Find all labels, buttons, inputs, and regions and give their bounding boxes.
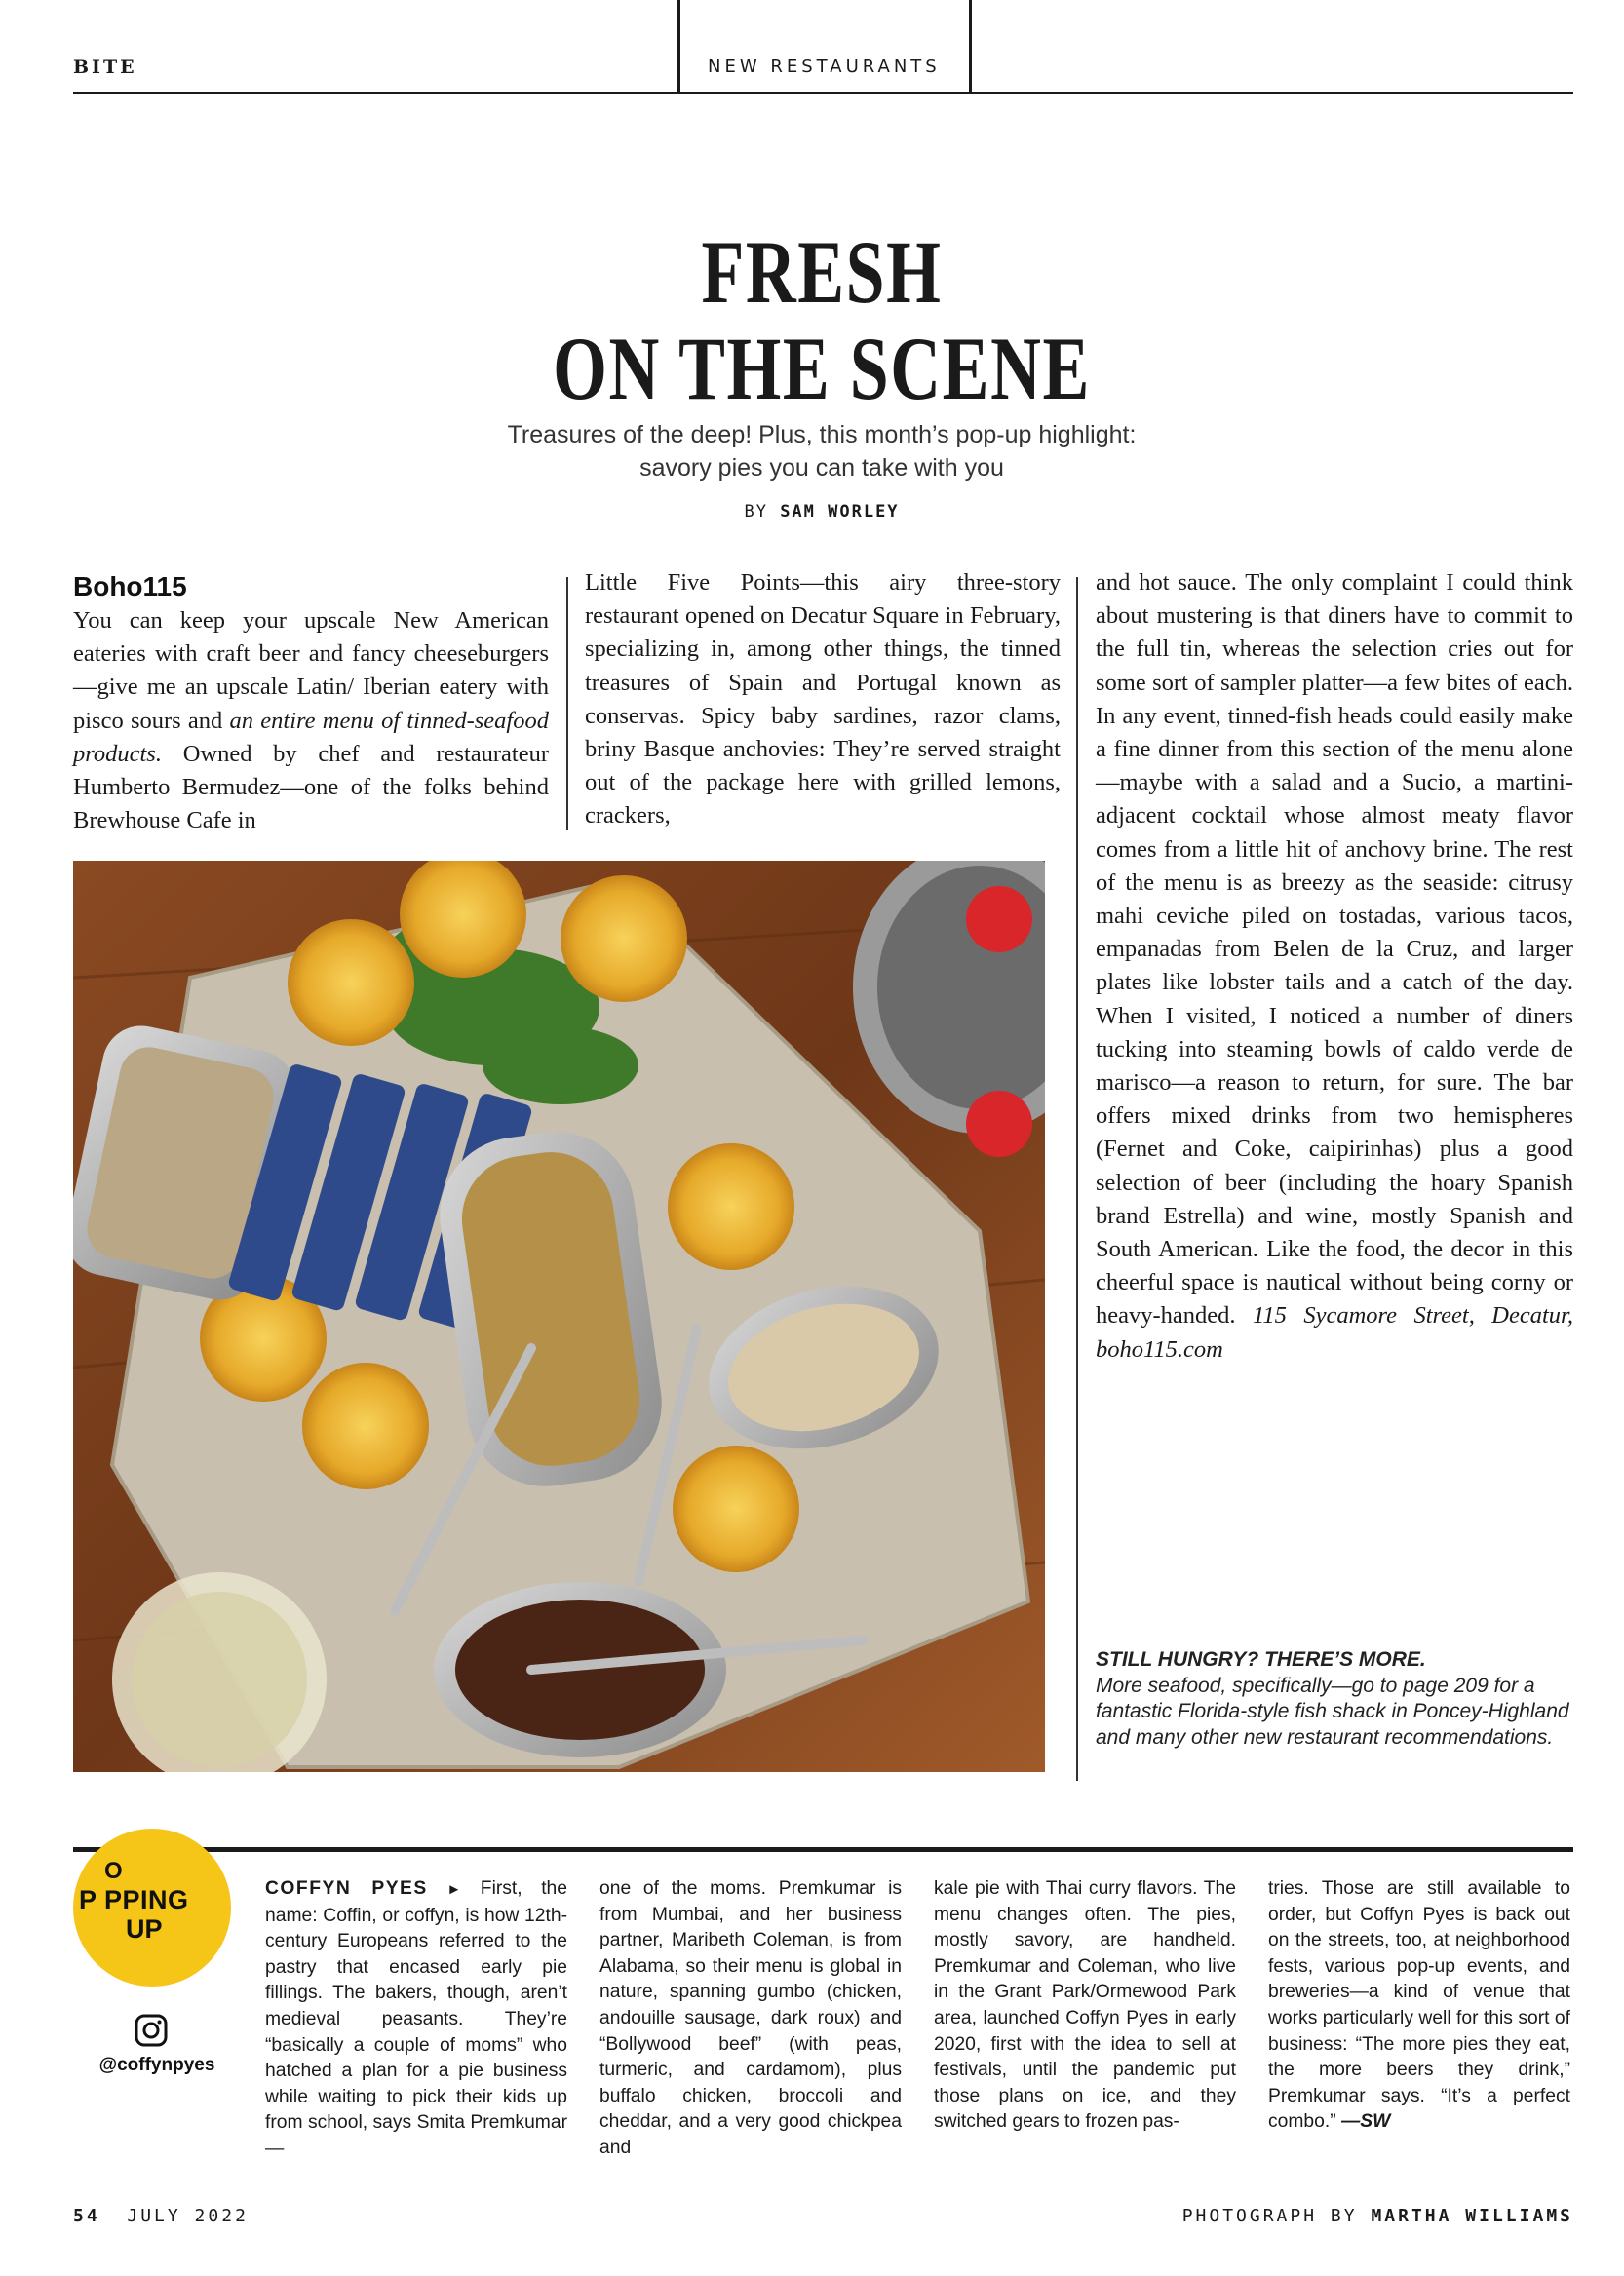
instagram-handle[interactable]: @coffynpyes: [98, 2055, 215, 2075]
headline-line-2: ON THE SCENE: [553, 319, 1091, 419]
badge-line-2: UP: [126, 1914, 163, 1944]
paragraph: [1096, 566, 1573, 1367]
text-run: tries. Those are still available to order, but Coffyn Pyes is back out on the streets, too, at neighborhood fests, various pop-up events, and breweries—a kind of venue that works particularly well for this sort of business: “The more pies they eat, the more beers they drink,” Premkumar says. “It’s a perfect combo.”: [1268, 1878, 1570, 2133]
folio: [73, 2206, 249, 2226]
photographer-name: MARTHA WILLIAMS: [1371, 2206, 1573, 2226]
popping-up-column-4: [1268, 1876, 1570, 2136]
page-number: 54: [73, 2206, 100, 2226]
dek-line-2: savory pies you can take with you: [639, 453, 1004, 482]
byline: [666, 502, 978, 521]
paragraph: [73, 604, 549, 837]
column-divider: [566, 577, 568, 830]
food-photo-illustration: [73, 861, 1045, 1772]
sidebar-note-body: More seafood, specifically—go to page 209 for a fantastic Florida-style fish shack in Poncey-Highland and many other new restaurant recommendations.: [1096, 1674, 1569, 1749]
header-rule: [73, 92, 1573, 94]
article-column-3: [1096, 566, 1573, 1367]
section-label: BITE: [73, 57, 137, 78]
sidebar-note: [1096, 1647, 1573, 1751]
badge-line-1: P PPING: [79, 1885, 189, 1914]
text-run: and hot sauce. The only complaint I could think about mustering is that diners have to commit to the full tin, whereas the selection cries out for some sort of sampler platter—a few bites of each. In any event, tinned-fish heads could easily make a fine dinner from this section of the menu alone—maybe with a salad and a Sucio, a martini-adjacent cocktail whose almost meaty flavor comes from a little hit of anchovy brine. The rest of the menu is as breezy as the seaside: citrusy mahi ceviche piled on tostadas, various tacos, empanadas from Belen de la Cruz, and larger plates like lobster tails and a catch of the day. When I visited, I noticed a number of diners tucking into steaming bowls of caldo verde de marisco—a reason to return, for sure. The bar offers mixed drinks from two hemispheres (Fernet and Coke, caipirinhas) plus a good selection of beer (including the hoary Spanish brand Estrella) and wine, mostly Spanish and South American. Like the food, the decor in this cheerful space is nautical without being corny or heavy-handed.: [1096, 569, 1573, 1330]
dek: [373, 419, 1270, 485]
text-run: You can keep your upscale New American eateries with craft beer and fancy cheeseburgers—give me an upscale Latin/ Iberian eatery with pisco sours and: [73, 607, 549, 734]
instagram-icon: [135, 2014, 168, 2047]
column-divider: [1076, 577, 1078, 1781]
sidebar-note-heading: STILL HUNGRY? THERE’S MORE.: [1096, 1648, 1426, 1671]
section-heading: Boho115: [73, 571, 187, 601]
popping-up-column-1: [265, 1876, 567, 2163]
text-run: Owned by chef and restaurateur Humberto Bermudez—one of the folks behind Brewhouse Cafe in: [73, 740, 549, 834]
issue-date: JULY 2022: [127, 2206, 249, 2226]
category-label: NEW RESTAURANTS: [708, 57, 941, 77]
header-divider-right: [969, 0, 972, 93]
byline-prefix: BY: [744, 502, 768, 521]
arrow-icon: ►: [446, 1881, 462, 1898]
author-initials: —SW: [1341, 2111, 1391, 2133]
address: 115 Sycamore Street, Decatur, boho115.com: [1096, 1302, 1573, 1363]
popping-up-column-3: kale pie with Thai curry flavors. The menu changes often. The pies, mostly savory, are handheld. Premkumar and Coleman, who live in the Grant Park/Ormewood Park area, launched Coffyn Pyes in early 2020, first with the idea to sell at festivals, until the pandemic put those plans on ice, and they switched gears to frozen pas-: [934, 1878, 1236, 2133]
headline-line-1: FRESH: [701, 222, 943, 322]
photo-credit: [1182, 2206, 1573, 2226]
article-column-1: [73, 569, 549, 837]
food-photo: [73, 861, 1045, 1772]
popping-up-badge: [73, 1829, 231, 1987]
text-run: First, the name: Coffin, or coffyn, is how 12th-century Europeans referred to the pastry that encased early pie fillings. The bakers, though, aren’t medieval peasants. They’re “basically a couple of moms” who hatched a plan for a pie business while waiting to pick their kids up from school, says Smita Premkumar—: [265, 1878, 568, 2159]
header-divider-left: [677, 0, 680, 93]
byline-author: SAM WORLEY: [780, 502, 900, 521]
badge-letter-o: O: [104, 1858, 123, 1884]
dek-line-1: Treasures of the deep! Plus, this month’s pop-up highlight:: [507, 421, 1137, 448]
emphasis: an entire menu of tinned-seafood products.: [73, 707, 549, 767]
business-name: COFFYN PYES: [265, 1878, 428, 1899]
popping-up-rule: [73, 1847, 1573, 1852]
photo-credit-prefix: PHOTOGRAPH BY: [1181, 2206, 1358, 2226]
article-column-2: [585, 566, 1061, 833]
headline: [484, 224, 1158, 418]
popping-up-column-2: one of the moms. Premkumar is from Mumbai, and her business partner, Maribeth Coleman, is from Alabama, so their menu is global in nature, spanning gumbo (chicken, andouille sausage, dark roux) and “Bollywood beef” (with peas, turmeric, and cardamom), plus buffalo chicken, broccoli and cheddar, and a very good chickpea and: [599, 1878, 902, 2158]
paragraph: Little Five Points—this airy three-story restaurant opened on Decatur Square in February, specializing in, among other things, the tinned treasures of Spain and Portugal known as conservas. Spicy baby sardines, razor clams, briny Basque anchovies: They’re served straight out of the package here with grilled lemons, crackers,: [585, 569, 1061, 829]
